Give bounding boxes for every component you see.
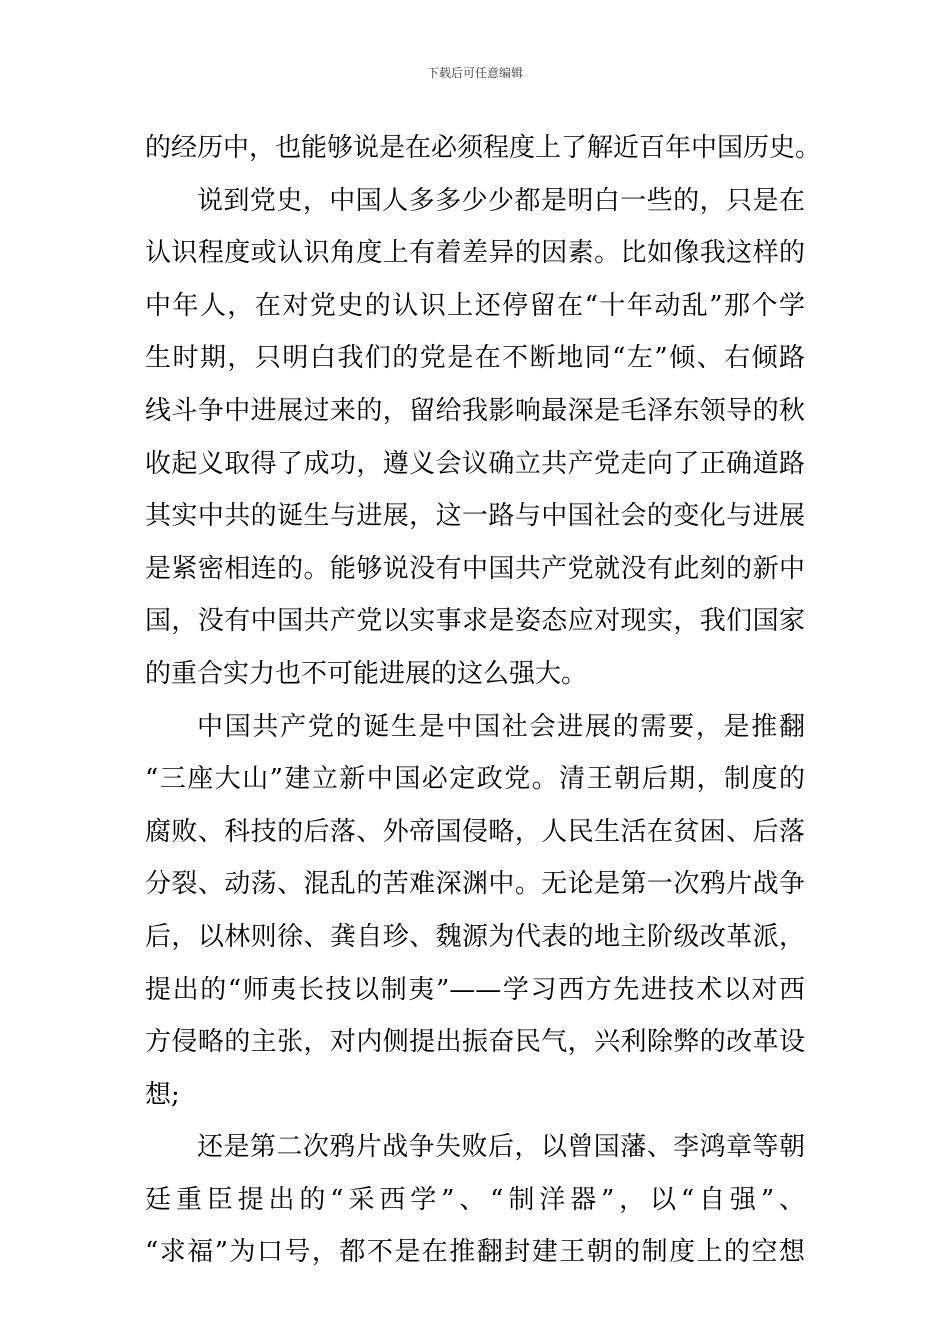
text-line: 认识程度或认识角度上有着差异的因素。比如像我这样的 xyxy=(145,238,805,269)
text-line: 线斗争中进展过来的，留给我影响最深是毛泽东领导的秋 xyxy=(145,395,805,426)
text-line: 中国共产党的诞生是中国社会进展的需要，是推翻 xyxy=(197,711,805,742)
text-line: 生时期，只明白我们的党是在不断地同“左”倾、右倾路 xyxy=(145,343,805,374)
text-line: 方侵略的主张，对内侧提出振奋民气，兴利除弊的改革设 xyxy=(145,1027,805,1058)
text-line: 收起义取得了成功，遵义会议确立共产党走向了正确道路 xyxy=(145,448,805,479)
text-line: 分裂、动荡、混乱的苦难深渊中。无论是第一次鸦片战争 xyxy=(145,869,805,900)
text-line: 是紧密相连的。能够说没有中国共产党就没有此刻的新中 xyxy=(145,553,805,584)
text-line: 提出的“师夷长技以制夷”——学习西方先进技术以对西 xyxy=(145,974,805,1005)
text-line: 后，以林则徐、龚自珍、魏源为代表的地主阶级改革派， xyxy=(145,921,805,952)
body-text xyxy=(145,122,822,1279)
text-line: 的经历中，也能够说是在必须程度上了解近百年中国历史。 xyxy=(145,133,822,163)
text-line: 还是第二次鸦片战争失败后，以曾国藩、李鸿章等朝 xyxy=(197,1132,805,1163)
page-header: 下载后可任意编辑 xyxy=(426,66,523,80)
text-line: 腐败、科技的后落、外帝国侵略，人民生活在贫困、后落 xyxy=(145,816,805,847)
text-line: “求福”为口号，都不是在推翻封建王朝的制度上的空想 xyxy=(145,1237,805,1268)
text-line: 国，没有中国共产党以实事求是姿态应对现实，我们国家 xyxy=(145,606,805,637)
text-line: 其实中共的诞生与进展，这一路与中国社会的变化与进展 xyxy=(145,501,805,532)
text-line: “三座大山”建立新中国必定政党。清王朝后期，制度的 xyxy=(145,764,805,795)
text-line: 说到党史，中国人多多少少都是明白一些的，只是在 xyxy=(197,185,805,216)
text-line: 想; xyxy=(145,1079,180,1110)
text-line: 的重合实力也不可能进展的这么强大。 xyxy=(145,658,588,689)
text-line: 中年人，在对党史的认识上还停留在“十年动乱”那个学 xyxy=(145,290,805,321)
text-line: 廷重臣提出的“采西学”、“制洋器”，以“自强”、 xyxy=(145,1184,805,1215)
